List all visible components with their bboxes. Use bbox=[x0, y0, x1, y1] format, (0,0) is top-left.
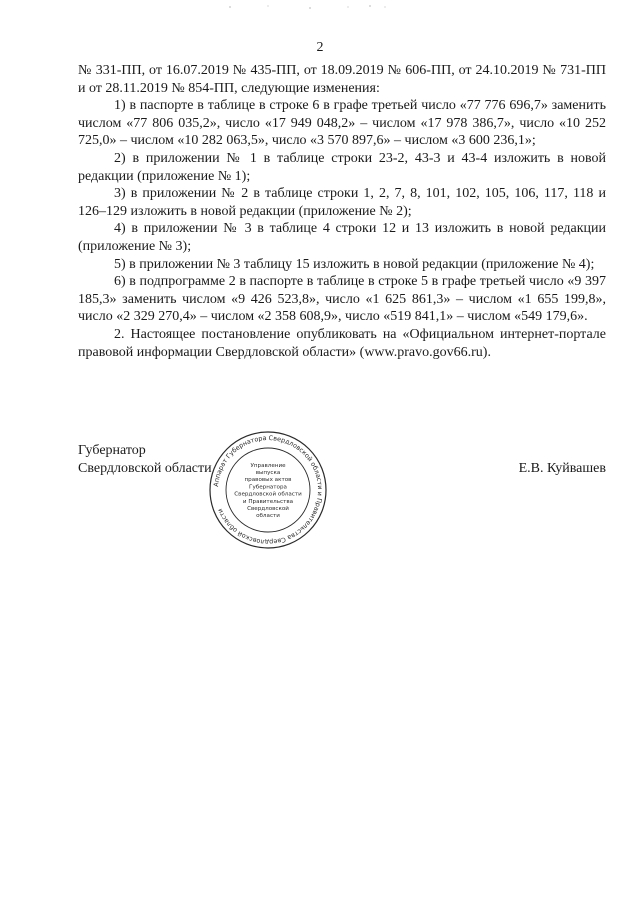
stamp-ring-text: Аппарат Губернатора Свердловской области и Правительства Свердловской области bbox=[212, 433, 325, 547]
signature-block bbox=[78, 433, 606, 562]
page-number: 2 bbox=[316, 40, 324, 55]
paragraph-item-2: 2) в приложении № 1 в таблице строки 23-2, 43-3 и 43-4 изложить в новой редакции (приложение № 1); bbox=[78, 150, 606, 184]
signatory-title-line2: Свердловской области bbox=[78, 460, 212, 476]
stamp-center-line: правовых актов bbox=[244, 477, 292, 484]
signatory-title-line1: Губернатор bbox=[78, 443, 146, 458]
stamp-center-line: Управление bbox=[250, 462, 286, 469]
stamp-center-line: Свердловской области bbox=[234, 491, 302, 498]
scan-artifact-dots bbox=[220, 4, 420, 10]
paragraph-item-4: 4) в приложении № 3 в таблице 4 строки 12 и 13 изложить в новой редакции (приложение № 3); bbox=[78, 221, 606, 254]
paragraph-item-5: 5) в приложении № 3 таблицу 15 изложить в новой редакции (приложение № 4); bbox=[114, 256, 595, 272]
stamp-center-line: области bbox=[256, 513, 280, 520]
paragraph-intro: № 331-ПП, от 16.07.2019 № 435-ПП, от 18.09.2019 № 606-ПП, от 24.10.2019 № 731-ПП и от 28.11.2019 № 854-ПП, следующие изменения: bbox=[78, 63, 606, 96]
official-stamp bbox=[208, 430, 328, 550]
stamp-center-text bbox=[234, 463, 302, 519]
stamp-center-line: выпуска bbox=[255, 470, 281, 476]
stamp-center-line: Губернатора bbox=[249, 484, 287, 491]
stamp-center-line: Свердловской bbox=[247, 506, 289, 512]
signatory-name: Е.В. Куйвашев bbox=[518, 460, 606, 476]
signatory-title bbox=[78, 442, 212, 477]
document-body bbox=[78, 62, 606, 361]
paragraph-item-6: 6) в подпрограмме 2 в паспорте в таблице в строке 5 в графе третьей число «9 397 185,3» заменить числом «9 426 523,8», число «1 625 861,3» – числом «1 655 199,8», число «2 329 270,4» – числом «2 358 608,9», число «519 841,1» – числом «549 179,6». bbox=[78, 274, 606, 325]
stamp-center-line: и Правительства bbox=[242, 498, 294, 505]
paragraph-item-1: 1) в паспорте в таблице в строке 6 в графе третьей число «77 776 696,7» заменить числом «77 806 035,2», число «17 949 048,2» – числом «17 978 386,7», число «10 252 725,0» – числом «10 282 063,5», число «3 570 897,6» – числом «3 600 236,1»; bbox=[78, 98, 606, 149]
paragraph-publish: 2. Настоящее постановление опубликовать на «Официальном интернет-портале правовой информации Свердловской области» (www.pravo.gov66.ru). bbox=[78, 326, 606, 360]
paragraph-item-3: 3) в приложении № 2 в таблице строки 1, 2, 7, 8, 101, 102, 105, 106, 117, 118 и 126–129 изложить в новой редакции (приложение № 2); bbox=[78, 186, 606, 219]
